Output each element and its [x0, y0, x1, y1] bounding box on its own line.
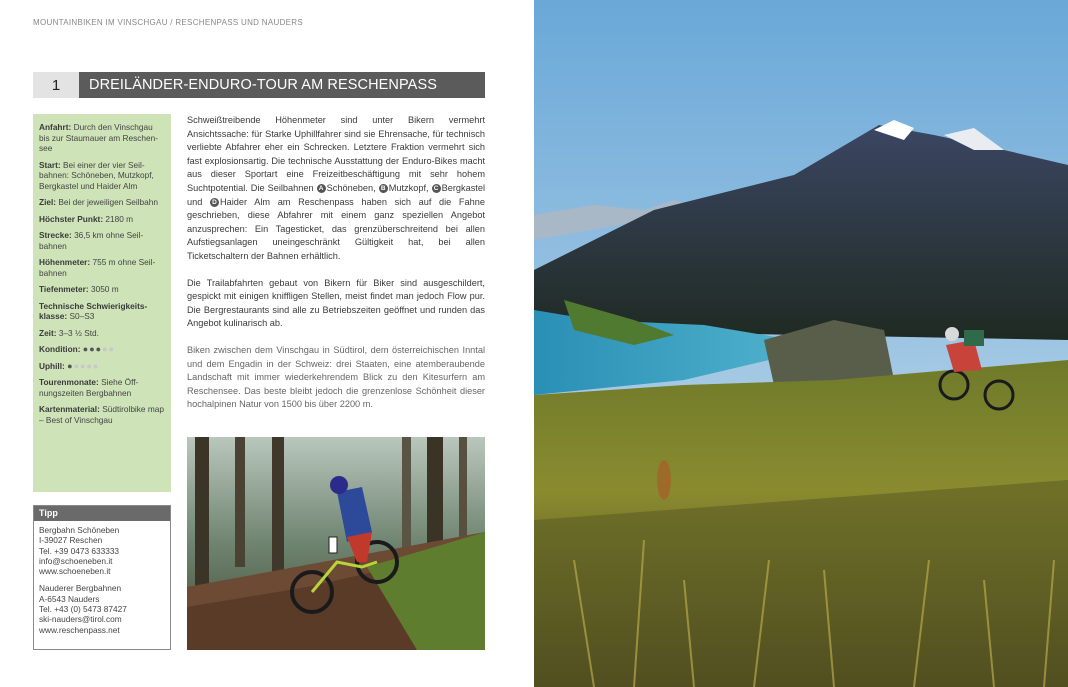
kondition-rating-dots: [83, 344, 115, 354]
info-tiefenmeter: Tiefenmeter: 3050 m: [39, 284, 119, 294]
rating-dot-empty: ●: [80, 360, 87, 371]
tip-entry-name: Nauderer Bergbahnen: [39, 583, 122, 594]
reschensee-landscape-photo: [534, 0, 1068, 687]
rating-dot-empty: ●: [102, 344, 109, 354]
tip-entry-email[interactable]: info@schoeneben.it: [39, 555, 113, 566]
info-anfahrt: Anfahrt: Durch den Vinschgau bis zur Staumauer am Reschen-see: [39, 122, 158, 153]
lift-a-badge: A: [317, 184, 326, 193]
main-text: [187, 114, 485, 425]
running-head: MOUNTAINBIKEN IM VINSCHGAU / RESCHENPASS UND NAUDERS: [33, 18, 304, 27]
tip-entry-address: I-39027 Reschen: [39, 535, 103, 546]
info-uphill: Uphill: ●●●●●: [39, 360, 100, 371]
paragraph-1: Schweißtreibende Höhenmeter sind unter Bikern vermehrt Ansichtssache: für Starke Uphillfahrer sind sie Ehrensache, für technisch verliebte Abfahrer eher ein Schrecken. Letztere Fraktion vermehrt sich fast explosionsartig. Die technische Ausstattung der Enduro-Bikes macht aus dieser Sportart eine Freizeitbeschäftigung mit sehr hohem Suchtpotential. Die Seilbahnen A Schöneben, B Mutzkopf, C Bergkastel und D Haider Alm am Reschenpass haben sich auf die Fahne geschrieben, diese Abfahrer mit einem ganz speziellen Angebot anzusprechen: Ein Tagesticket, das grenzüberschreitend bei allen Aufstiegsanlagen uneingeschränkt Gültigkeit hat, bei allen Ticketschaltern der Bahnen erhältlich.: [187, 115, 485, 261]
info-start: Start: Bei einer der vier Seil-bahnen: Schöneben, Mutzkopf, Bergkastel und Haider Alm: [39, 159, 154, 191]
info-hoechster-punkt: Höchster Punkt: 2180 m: [39, 213, 134, 224]
rating-dot-filled: ●: [95, 344, 103, 354]
paragraph-3: Biken zwischen dem Vinschgau in Südtirol, dem österreichischen Inntal und dem Engadin in der Schweiz: drei Staaten, eine atemberaubende Landschaft mit immer wiederkehrendem Blick zu den Kitesurfern am Reschensee. Das beste bleibt jedoch die grenzenlose Schönheit dieser hochalpinen Natur von 1500 bis über 2200 m.: [187, 344, 485, 410]
forest-biker-photo: [187, 437, 485, 650]
rating-dot-filled: ●: [82, 344, 90, 354]
tip-entry-address: A-6543 Nauders: [39, 593, 100, 604]
tip-entry-phone: Tel. +39 0473 633333: [39, 545, 120, 556]
info-tourenmonate: Tourenmonate: Siehe Öff-nungszeiten Bergbahnen: [39, 377, 139, 398]
tip-entry-web[interactable]: www.reschenpass.net: [39, 624, 120, 635]
info-schwierigkeit: Technische Schwierigkeits-klasse: S0–S3: [39, 300, 148, 321]
tour-info-box: [33, 114, 171, 492]
tip-entry-phone: Tel. +43 (0) 5473 87427: [39, 604, 127, 615]
tip-box: [33, 505, 171, 650]
tour-title: DREILÄNDER-ENDURO-TOUR AM RESCHENPASS: [79, 72, 485, 98]
rating-dot-empty: ●: [108, 344, 115, 354]
info-zeit: Zeit: 3–3 ½ Std.: [39, 327, 99, 338]
lift-d-badge: D: [210, 198, 219, 207]
tip-entry-email[interactable]: ski-nauders@tirol.com: [39, 614, 122, 625]
rating-dot-empty: ●: [92, 360, 100, 371]
rating-dot-filled: ●: [89, 344, 96, 354]
rating-dot-empty: ●: [86, 360, 93, 371]
tour-number: 1: [33, 72, 79, 98]
lift-b-badge: B: [379, 184, 388, 193]
tip-entry-web[interactable]: www.schoeneben.it: [39, 566, 111, 577]
paragraph-2: Die Trailabfahrten gebaut von Bikern für Biker sind ausgeschildert, gespickt mit einigen kniffligen Stellen, meist findet man jedoch Flow pur. Die Bergrestaurants sind alle zu Betriebszeiten geöffnet und runden das Angebot kulinarisch ab.: [187, 277, 485, 329]
tour-title-bar: [33, 72, 485, 98]
lift-c-badge: C: [432, 184, 441, 193]
info-ziel: Ziel: Bei der jeweiligen Seilbahn: [39, 197, 159, 207]
info-strecke: Strecke: 36,5 km ohne Seil-bahnen: [39, 230, 144, 251]
info-kondition: Kondition: ●●●●●: [39, 344, 115, 354]
tip-entry-nauders: [39, 583, 165, 634]
info-hoehenmeter: Höhenmeter: 755 m ohne Seil-bahnen: [39, 257, 156, 278]
rating-dot-empty: ●: [73, 360, 80, 371]
uphill-rating-dots: [67, 361, 99, 371]
tip-entry-schoeneben: [39, 525, 165, 576]
rating-dot-filled: ●: [67, 360, 74, 371]
info-kartenmaterial: Kartenmaterial: Südtirolbike map – Best of Vinschgau: [39, 404, 164, 425]
tip-heading: Tipp: [34, 506, 170, 521]
tip-entry-name: Bergbahn Schöneben: [39, 525, 120, 535]
